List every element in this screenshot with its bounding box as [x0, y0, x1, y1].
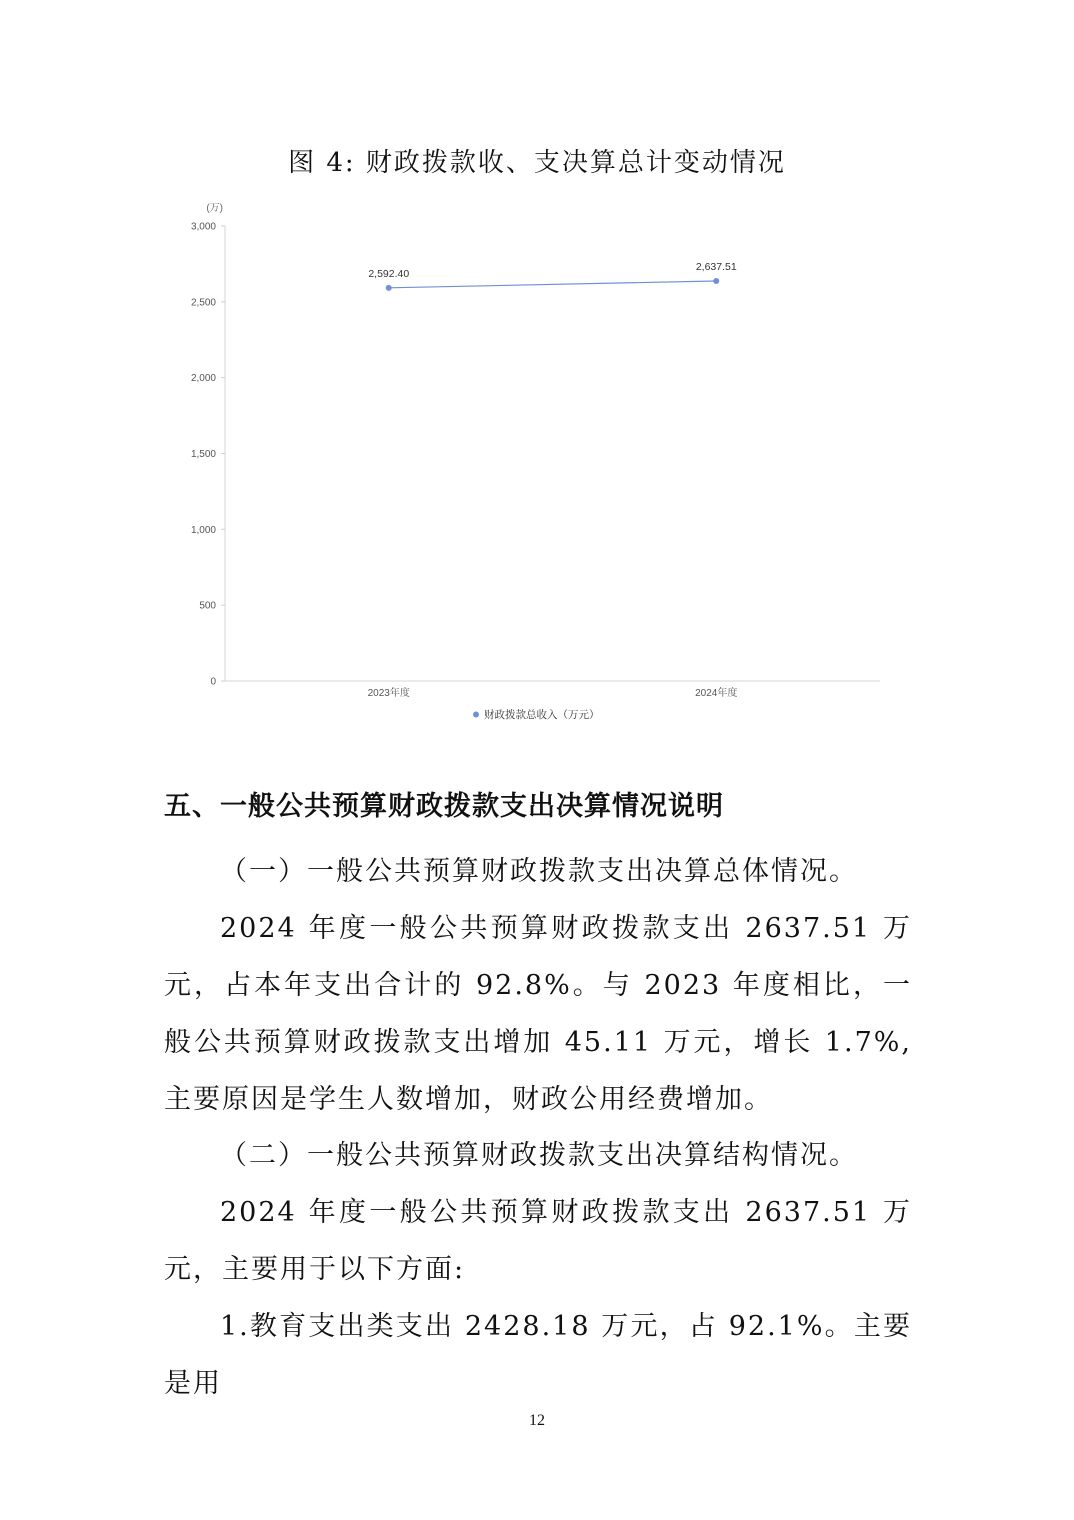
legend-label: 财政拨款总收入（万元） — [484, 709, 600, 721]
chart-canvas — [160, 195, 900, 740]
y-unit-label: (万) — [206, 203, 223, 214]
x-tick-label: 2023年度 — [367, 688, 410, 699]
data-point — [386, 285, 392, 291]
paragraph-3: 1.教育支出类支出 2428.18 万元，占 92.1%。主要是用 — [164, 1311, 912, 1399]
y-tick-label: 1,500 — [190, 449, 216, 460]
page-number: 12 — [529, 1412, 545, 1429]
line-chart — [160, 195, 900, 740]
data-label: 2,637.51 — [695, 260, 737, 273]
y-tick-label: 0 — [210, 676, 216, 688]
paragraph-2: 2024 年度一般公共预算财政拨款支出 2637.51 万元，主要用于以下方面: — [164, 1197, 912, 1285]
y-tick-label: 3,000 — [190, 221, 216, 233]
x-tick-label: 2024年度 — [695, 688, 738, 699]
data-label: 2,592.40 — [368, 267, 410, 280]
y-tick-label: 2,000 — [190, 373, 216, 385]
figure-title: 图 4: 财政拨款收、支决算总计变动情况 — [288, 148, 786, 178]
legend-marker — [473, 712, 479, 718]
y-tick-label: 1,000 — [190, 524, 216, 536]
y-tick-label: 500 — [199, 600, 216, 612]
section-heading: 五、一般公共预算财政拨款支出决算情况说明 — [164, 791, 724, 822]
data-point — [713, 278, 719, 284]
y-tick-label: 2,500 — [190, 297, 216, 309]
series-line — [389, 281, 717, 288]
subsection-1: （一）一般公共预算财政拨款支出决算总体情况。 — [220, 856, 858, 887]
subsection-2: （二）一般公共预算财政拨款支出决算结构情况。 — [220, 1140, 858, 1171]
paragraph-1: 2024 年度一般公共预算财政拨款支出 2637.51 万元，占本年支出合计的 92.8%。与 2023 年度相比，一般公共预算财政拨款支出增加 45.11 万元，增长 1.7%,主要原因是学生人数增加，财政公用经费增加。 — [164, 913, 912, 1115]
